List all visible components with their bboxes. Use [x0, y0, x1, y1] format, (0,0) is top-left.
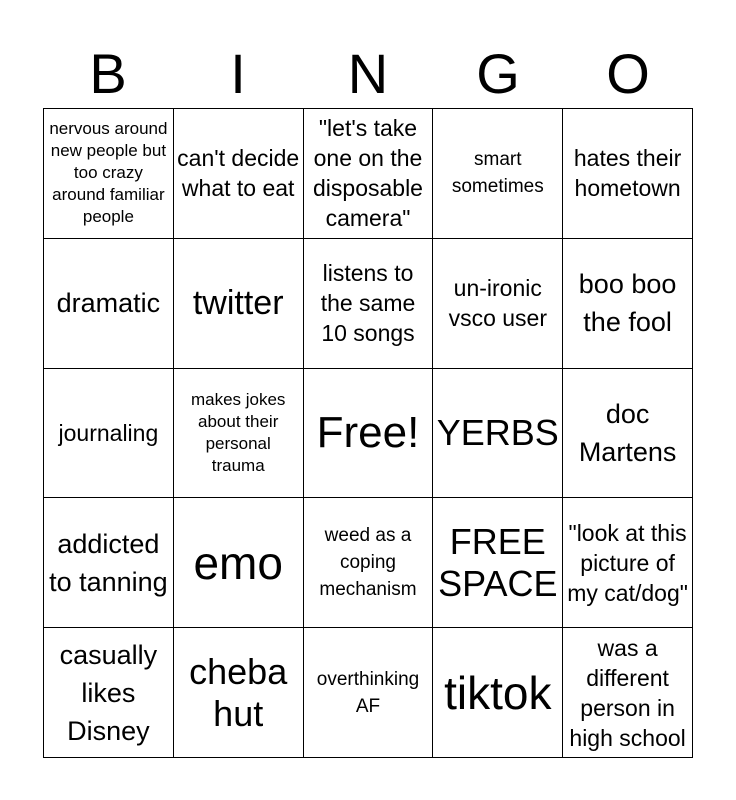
header-letter-i: I [230, 42, 246, 105]
cell-text: doc Martens [578, 398, 677, 467]
cell-text: listens to the same 10 songs [320, 260, 416, 347]
cell-text: nervous around new people but too crazy around familiar people [49, 119, 168, 227]
bingo-cell[interactable] [433, 369, 563, 499]
cell-text: hates their hometown [573, 145, 682, 202]
bingo-cell[interactable] [44, 239, 174, 369]
cell-text: twitter [192, 284, 284, 323]
cell-text: makes jokes about their personal trauma [190, 389, 286, 475]
cell-text: dramatic [56, 288, 161, 319]
bingo-cell[interactable] [304, 239, 434, 369]
header-letter-b: B [89, 42, 127, 105]
free-cell[interactable] [304, 369, 434, 499]
cell-text: addicted to tanning [49, 528, 168, 597]
bingo-cell[interactable] [433, 239, 563, 369]
bingo-cell[interactable] [44, 109, 174, 239]
bingo-cell[interactable] [563, 628, 693, 758]
header-letter-g: G [476, 42, 520, 105]
bingo-cell[interactable] [304, 628, 434, 758]
bingo-cell[interactable] [174, 498, 304, 628]
cell-text: journaling [58, 419, 159, 446]
bingo-cell[interactable] [433, 498, 563, 628]
bingo-cell[interactable] [563, 369, 693, 499]
bingo-cell[interactable] [433, 628, 563, 758]
bingo-cell[interactable] [563, 239, 693, 369]
bingo-cell[interactable] [174, 369, 304, 499]
bingo-grid [43, 108, 693, 758]
cell-text: was a different person in high school [569, 634, 686, 751]
cell-text: smart sometimes [451, 149, 544, 198]
cell-text: overthinking AF [316, 668, 420, 717]
bingo-cell[interactable] [304, 109, 434, 239]
bingo-cell[interactable] [174, 239, 304, 369]
bingo-cell[interactable] [44, 628, 174, 758]
bingo-cell[interactable] [174, 628, 304, 758]
bingo-cell[interactable] [563, 498, 693, 628]
cell-text: emo [193, 536, 283, 589]
bingo-header [43, 40, 693, 108]
cell-text: FREE SPACE [438, 520, 558, 604]
cell-text: un-ironic vsco user [448, 275, 547, 332]
bingo-cell[interactable] [563, 109, 693, 239]
cell-text: Free! [316, 407, 420, 457]
cell-text: tiktok [444, 666, 552, 719]
bingo-cell[interactable] [44, 498, 174, 628]
bingo-cell[interactable] [433, 109, 563, 239]
bingo-cell[interactable] [174, 109, 304, 239]
cell-text: weed as a coping mechanism [319, 525, 417, 601]
cell-text: cheba hut [189, 650, 288, 734]
bingo-cell[interactable] [304, 498, 434, 628]
cell-text: boo boo the fool [578, 269, 677, 338]
bingo-cell[interactable] [44, 369, 174, 499]
header-letter-o: O [606, 42, 650, 105]
cell-text: "let's take one on the disposable camera" [313, 115, 423, 232]
header-letter-n: N [347, 42, 389, 105]
cell-text: casually likes Disney [59, 639, 158, 746]
cell-text: YERBS [436, 411, 559, 453]
cell-text: can't decide what to eat [177, 145, 300, 202]
cell-text: "look at this picture of my cat/dog" [567, 519, 688, 606]
